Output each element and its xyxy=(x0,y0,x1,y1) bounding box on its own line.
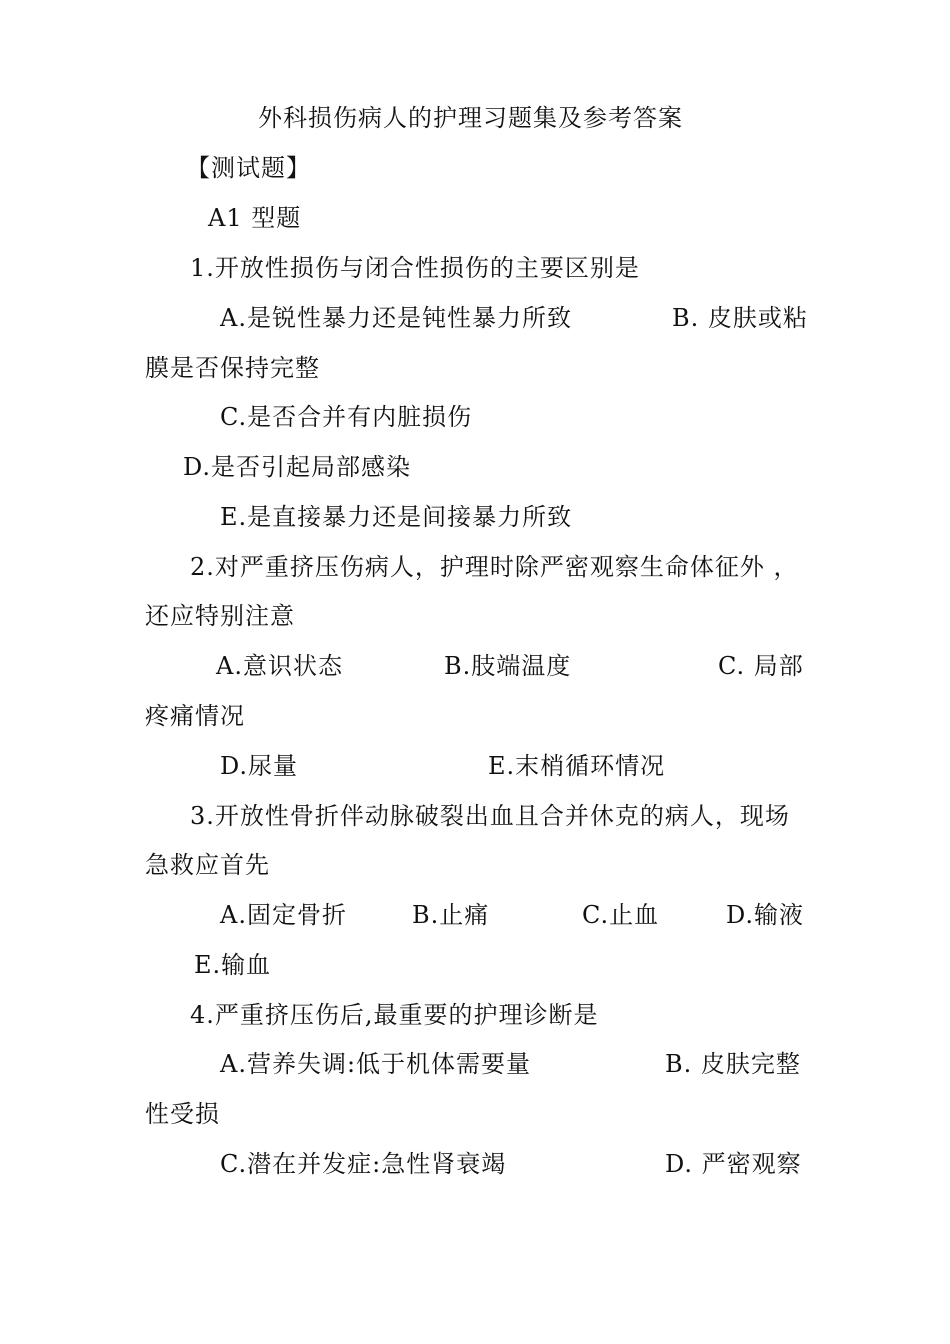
question-1-option-a: A.是锐性暴力还是钝性暴力所致 xyxy=(220,304,572,332)
question-1-option-e: E.是直接暴力还是间接暴力所致 xyxy=(220,503,573,531)
question-type-heading: A1 型题 xyxy=(208,204,302,232)
question-1-option-d: D.是否引起局部感染 xyxy=(183,453,412,481)
question-1-stem xyxy=(190,252,640,284)
question-number: 4. xyxy=(190,1001,215,1029)
question-4-option-c: C.潜在并发症:急性肾衰竭 xyxy=(220,1150,507,1178)
question-4-option-b-continued: 性受损 xyxy=(145,1100,220,1128)
question-stem: 严重挤压伤后,最重要的护理诊断是 xyxy=(214,1001,599,1029)
question-2-option-b: B.肢端温度 xyxy=(444,652,572,680)
question-4-option-a: A.营养失调:低于机体需要量 xyxy=(220,1050,532,1078)
question-2-option-d: D.尿量 xyxy=(220,752,299,780)
question-3-option-b: B.止痛 xyxy=(412,901,490,929)
question-2-option-c-continued: 疼痛情况 xyxy=(145,702,245,730)
question-3-option-d: D.输液 xyxy=(726,901,805,929)
question-stem: 开放性损伤与闭合性损伤的主要区别是 xyxy=(214,254,640,282)
question-4-option-d: D. 严密观察 xyxy=(665,1150,802,1178)
question-number: 3. xyxy=(190,802,215,830)
question-4-option-b: B. 皮肤完整 xyxy=(665,1050,801,1078)
question-stem: 开放性骨折伴动脉破裂出血且合并休克的病人，现场 xyxy=(214,802,790,830)
question-3-option-c: C.止血 xyxy=(582,901,660,929)
question-3-option-e: E.输血 xyxy=(194,951,272,979)
question-stem: 对严重挤压伤病人，护理时除严密观察生命体征外 ， xyxy=(214,553,799,581)
question-2-stem xyxy=(190,551,799,583)
question-2-option-c: C. 局部 xyxy=(718,652,804,680)
question-3-stem-continued: 急救应首先 xyxy=(145,851,270,879)
question-number: 2. xyxy=(190,553,215,581)
question-3-stem xyxy=(190,800,790,832)
document-title: 外科损伤病人的护理习题集及参考答案 xyxy=(258,104,683,132)
question-number: 1. xyxy=(190,254,215,282)
question-1-option-b-continued: 膜是否保持完整 xyxy=(145,354,320,382)
question-3-option-a: A.固定骨折 xyxy=(220,901,347,929)
question-2-option-e: E.末梢循环情况 xyxy=(488,752,666,780)
question-2-option-a: A.意识状态 xyxy=(216,652,343,680)
question-1-option-b: B. 皮肤或粘 xyxy=(672,304,808,332)
question-2-stem-continued: 还应特别注意 xyxy=(145,602,295,630)
question-4-stem xyxy=(190,999,599,1031)
question-1-option-c: C.是否合并有内脏损伤 xyxy=(220,403,473,431)
section-heading: 【测试题】 xyxy=(186,154,311,182)
